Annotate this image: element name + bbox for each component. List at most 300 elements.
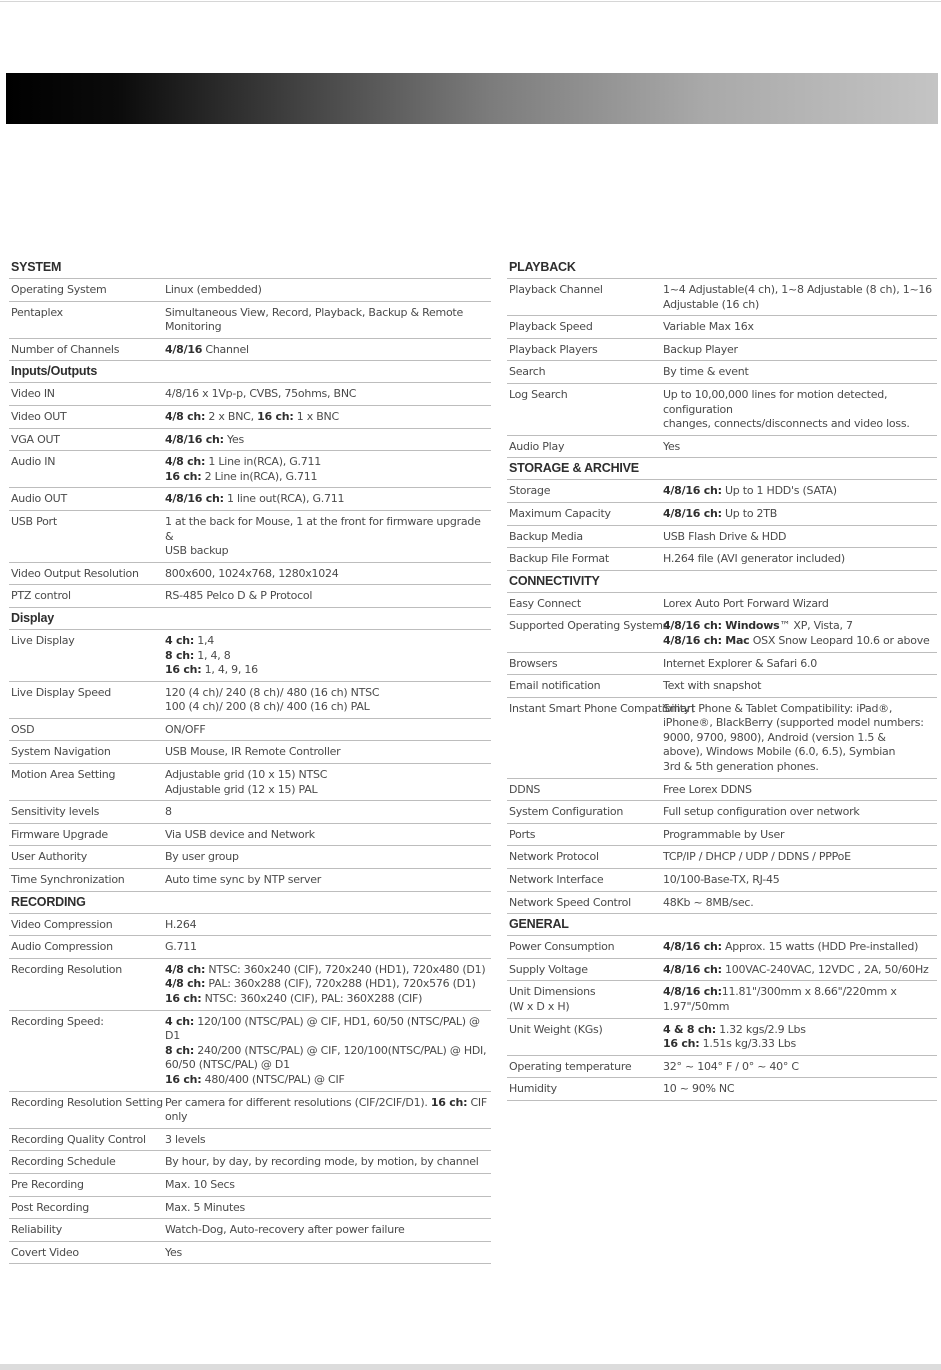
spec-label-text: Live Display xyxy=(11,633,75,647)
spec-row-email-notification xyxy=(507,675,937,698)
spec-label-text: Backup File Format xyxy=(509,552,609,566)
spec-label xyxy=(9,1223,165,1238)
spec-row-operating-temperature xyxy=(507,1056,937,1079)
spec-label xyxy=(9,1178,165,1193)
spec-value-line xyxy=(663,283,937,298)
spec-row-sensitivity-levels xyxy=(9,801,491,824)
spec-value-line xyxy=(663,507,937,522)
spec-value-text: 32° ~ 104° F / 0° ~ 40° C xyxy=(663,1059,799,1073)
spec-value xyxy=(663,343,937,358)
spec-value-text: 1~4 Adjustable(4 ch), 1~8 Adjustable (8 ch), 1~16 xyxy=(663,283,932,296)
spec-value-text: H.264 xyxy=(165,917,197,931)
spec-value-line xyxy=(663,828,937,843)
spec-value-text: By hour, by day, by recording mode, by motion, by channel xyxy=(165,1155,479,1169)
spec-row-playback-speed xyxy=(507,316,937,339)
spec-value xyxy=(165,940,491,955)
spec-value-line xyxy=(165,992,491,1007)
spec-value-emphasis: 4/8/16 ch: xyxy=(663,985,722,999)
spec-label-text: Recording Resolution xyxy=(11,962,122,976)
spec-value-line xyxy=(165,306,491,335)
spec-row-recording-quality-control xyxy=(9,1129,491,1152)
spec-value-text: 48Kb ~ 8MB/sec. xyxy=(663,895,754,909)
spec-value xyxy=(165,410,491,425)
spec-label-text: System Configuration xyxy=(509,805,624,819)
spec-value xyxy=(165,768,491,797)
spec-value-text: 1, 4, 8 xyxy=(193,648,231,662)
section-heading-recording: RECORDING xyxy=(9,892,491,914)
spec-value-emphasis: 8 ch: xyxy=(165,1043,194,1057)
spec-value-text: G.711 xyxy=(165,940,197,954)
spec-value-text: 1.51s kg/3.33 Lbs xyxy=(699,1037,796,1051)
spec-value-emphasis: 4/8/16 xyxy=(165,342,203,356)
spec-value-text: TCP/IP / DHCP / UDP / DDNS / PPPoE xyxy=(663,850,851,864)
spec-label-text: Video OUT xyxy=(11,409,67,423)
spec-value xyxy=(663,679,937,694)
spec-value-text: Channel xyxy=(202,342,249,356)
spec-label xyxy=(9,745,165,760)
header-banner xyxy=(6,73,938,124)
spec-label xyxy=(9,963,165,978)
spec-row-backup-file-format xyxy=(507,548,937,571)
spec-value-emphasis: 4/8/16 ch: Mac xyxy=(663,633,750,647)
spec-label xyxy=(9,1133,165,1148)
spec-row-playback-players xyxy=(507,339,937,362)
spec-value-text: Up to 10,00,000 lines for motion detected, configuration xyxy=(663,387,888,416)
spec-value-text: By time & event xyxy=(663,365,749,379)
spec-row-reliability xyxy=(9,1219,491,1242)
spec-value xyxy=(165,492,491,507)
spec-row-log-search xyxy=(507,384,937,436)
spec-row-user-authority xyxy=(9,846,491,869)
section-heading-connectivity: CONNECTIVITY xyxy=(507,571,937,593)
spec-value-line xyxy=(165,873,491,888)
spec-value-line xyxy=(165,433,491,448)
spec-value-text: 2 x BNC, xyxy=(205,409,258,423)
spec-value-text: above), Windows Mobile (6.0, 6.5), Symbian xyxy=(663,745,896,759)
spec-label xyxy=(507,283,663,298)
spec-label xyxy=(507,873,663,888)
spec-row-audio-out xyxy=(9,488,491,511)
spec-row-backup-media xyxy=(507,526,937,549)
spec-value-emphasis: 4/8 ch: xyxy=(165,962,206,976)
spec-value-line xyxy=(165,686,491,701)
spec-value-text: USB backup xyxy=(165,544,229,558)
spec-value xyxy=(663,985,937,1014)
spec-value-line xyxy=(165,828,491,843)
spec-value xyxy=(165,283,491,298)
spec-row-maximum-capacity xyxy=(507,503,937,526)
spec-value-line xyxy=(663,1023,937,1038)
spec-value-text: Per camera for different resolutions (CIF/2CIF/D1). xyxy=(165,1095,431,1109)
spec-value-line xyxy=(663,343,937,358)
spec-value-line xyxy=(165,634,491,649)
spec-label-text: Reliability xyxy=(11,1223,62,1237)
spec-label xyxy=(9,873,165,888)
spec-value-line xyxy=(165,515,491,544)
spec-value xyxy=(663,1060,937,1075)
spec-value xyxy=(663,388,937,432)
spec-value-line xyxy=(165,1058,491,1073)
spec-value-text: 120 (4 ch)/ 240 (8 ch)/ 480 (16 ch) NTSC xyxy=(165,685,380,699)
spec-value-text: Adjustable grid (12 x 15) PAL xyxy=(165,782,318,796)
spec-label xyxy=(507,657,663,672)
spec-row-audio-compression xyxy=(9,936,491,959)
spec-column-left xyxy=(9,257,491,1264)
spec-value xyxy=(165,828,491,843)
spec-label xyxy=(507,985,663,1014)
spec-value-emphasis: 16 ch: xyxy=(663,1037,700,1051)
spec-value-line xyxy=(663,850,937,865)
spec-value-emphasis: 8 ch: xyxy=(165,648,194,662)
spec-label xyxy=(507,440,663,455)
spec-value-text: 800x600, 1024x768, 1280x1024 xyxy=(165,566,339,580)
spec-value xyxy=(165,589,491,604)
spec-label xyxy=(9,850,165,865)
spec-label-text: OSD xyxy=(11,722,35,736)
spec-label-text: USB Port xyxy=(11,514,57,528)
spec-label xyxy=(9,805,165,820)
spec-value-emphasis: 4/8/16 ch: xyxy=(165,432,224,446)
spec-value-line xyxy=(165,977,491,992)
spec-row-recording-resolution-setting xyxy=(9,1092,491,1129)
spec-label-text: Pre Recording xyxy=(11,1177,84,1191)
spec-value xyxy=(663,365,937,380)
spec-value-text: 60/50 (NTSC/PAL) @ D1 xyxy=(165,1058,290,1072)
spec-label-text: Recording Resolution Setting xyxy=(11,1095,163,1109)
spec-label-text: Number of Channels xyxy=(11,342,120,356)
spec-value xyxy=(165,918,491,933)
spec-value-text: Text with snapshot xyxy=(663,679,762,693)
spec-label-text: Sensitivity levels xyxy=(11,805,100,819)
spec-value-line xyxy=(165,918,491,933)
spec-value-line xyxy=(165,745,491,760)
spec-value-text: Smart Phone & Tablet Compatibility: iPad®, xyxy=(663,701,893,715)
spec-row-time-synchronization xyxy=(9,869,491,892)
spec-row-power-consumption xyxy=(507,936,937,959)
spec-row-ptz-control xyxy=(9,585,491,608)
spec-value-line xyxy=(165,343,491,358)
spec-value xyxy=(663,507,937,522)
spec-value xyxy=(165,634,491,678)
top-rule xyxy=(0,1,941,2)
spec-label-text: Supply Voltage xyxy=(509,962,588,976)
spec-row-ddns xyxy=(507,779,937,802)
spec-value-line xyxy=(663,440,937,455)
spec-label xyxy=(9,433,165,448)
spec-value xyxy=(165,1246,491,1261)
spec-value-text: USB Flash Drive & HDD xyxy=(663,529,787,543)
spec-value-line xyxy=(165,963,491,978)
spec-label xyxy=(507,1082,663,1097)
spec-row-system-configuration xyxy=(507,801,937,824)
spec-value-text: Up to 1 HDD's (SATA) xyxy=(721,484,837,498)
spec-label xyxy=(9,567,165,582)
spec-row-recording-speed xyxy=(9,1011,491,1092)
spec-value xyxy=(663,484,937,499)
spec-column-right xyxy=(507,257,937,1101)
spec-value-text: PAL: 360x288 (CIF), 720x288 (HD1), 720x576 (D1) xyxy=(205,977,476,991)
spec-value-emphasis: 4 ch: xyxy=(165,1014,194,1028)
spec-value-text: 11.81"/300mm x 8.66"/220mm x xyxy=(721,985,897,999)
spec-label xyxy=(507,388,663,403)
spec-value xyxy=(165,745,491,760)
spec-label xyxy=(507,940,663,955)
section-heading-display: Display xyxy=(9,608,491,630)
spec-value-text: Approx. 15 watts (HDD Pre-installed) xyxy=(721,940,919,954)
spec-label xyxy=(507,552,663,567)
spec-value xyxy=(165,1178,491,1193)
spec-value-text: 4/8/16 x 1Vp-p, CVBS, 75ohms, BNC xyxy=(165,387,357,401)
spec-row-supported-operating-systems xyxy=(507,615,937,652)
spec-value-text: Yes xyxy=(223,432,244,446)
spec-value-emphasis: 4 & 8 ch: xyxy=(663,1022,716,1036)
spec-row-live-display-speed xyxy=(9,682,491,719)
spec-value-line xyxy=(663,985,937,1000)
spec-label-text: Video Output Resolution xyxy=(11,566,139,580)
spec-value xyxy=(165,686,491,715)
spec-label xyxy=(9,1096,165,1111)
spec-value-line xyxy=(165,1133,491,1148)
spec-label xyxy=(507,320,663,335)
spec-value xyxy=(165,805,491,820)
section-heading-system: SYSTEM xyxy=(9,257,491,279)
spec-value-text: Lorex Auto Port Forward Wizard xyxy=(663,596,829,610)
spec-value xyxy=(165,1096,491,1125)
spec-value-line xyxy=(165,1155,491,1170)
spec-value-text: 1 x BNC xyxy=(293,409,339,423)
spec-label-text: Firmware Upgrade xyxy=(11,827,108,841)
spec-label xyxy=(9,589,165,604)
spec-value xyxy=(663,597,937,612)
spec-value xyxy=(663,440,937,455)
spec-row-humidity xyxy=(507,1078,937,1101)
spec-value-line xyxy=(165,544,491,559)
spec-value-text: ON/OFF xyxy=(165,722,206,736)
spec-label-text: Instant Smart Phone Compatibility† xyxy=(509,701,696,715)
spec-label-text: Browsers xyxy=(509,656,558,670)
spec-row-network-protocol xyxy=(507,846,937,869)
spec-value xyxy=(165,1015,491,1088)
spec-row-usb-port xyxy=(9,511,491,563)
spec-label-text: Playback Channel xyxy=(509,283,603,296)
spec-value-line xyxy=(165,589,491,604)
spec-label-text: Playback Speed xyxy=(509,320,593,334)
spec-value-line xyxy=(165,1201,491,1216)
spec-value-line xyxy=(663,634,937,649)
spec-row-search xyxy=(507,361,937,384)
spec-value xyxy=(165,1201,491,1216)
spec-value-line xyxy=(663,619,937,634)
spec-value xyxy=(165,850,491,865)
spec-value-line xyxy=(165,940,491,955)
spec-value-text: 1,4 xyxy=(193,633,214,647)
spec-value-line xyxy=(165,567,491,582)
spec-row-number-of-channels xyxy=(9,339,491,362)
spec-label-text: Unit Weight (KGs) xyxy=(509,1022,603,1036)
spec-value xyxy=(663,702,937,775)
spec-value-text: Programmable by User xyxy=(663,827,785,841)
spec-value-text: Via USB device and Network xyxy=(165,827,315,841)
spec-label-text: PTZ control xyxy=(11,589,71,603)
spec-value-emphasis: 4 ch: xyxy=(165,633,194,647)
spec-row-post-recording xyxy=(9,1197,491,1220)
spec-label xyxy=(507,507,663,522)
spec-value-line xyxy=(165,470,491,485)
spec-value-line xyxy=(663,484,937,499)
spec-value xyxy=(165,455,491,484)
spec-label-text: Post Recording xyxy=(11,1200,90,1214)
section-heading-playback: PLAYBACK xyxy=(507,257,937,279)
spec-value xyxy=(663,896,937,911)
spec-value-line xyxy=(663,679,937,694)
spec-label xyxy=(9,306,165,321)
spec-value-text: 1.97"/50mm xyxy=(663,1000,730,1013)
spec-value-line xyxy=(165,783,491,798)
spec-value-text: Yes xyxy=(663,439,681,453)
spec-value-line xyxy=(663,298,937,313)
spec-value-text: 10 ~ 90% NC xyxy=(663,1082,735,1096)
spec-value-emphasis: 16 ch: xyxy=(165,469,202,483)
spec-label-text: Ports xyxy=(509,827,536,841)
spec-value-text: Full setup configuration over network xyxy=(663,805,860,819)
spec-value-line xyxy=(165,700,491,715)
spec-value-text: 8 xyxy=(165,805,172,819)
spec-label xyxy=(9,940,165,955)
spec-value-line xyxy=(165,455,491,470)
spec-value-line xyxy=(663,745,937,760)
spec-value-text: Auto time sync by NTP server xyxy=(165,873,322,887)
spec-value-line xyxy=(165,492,491,507)
spec-value xyxy=(165,515,491,559)
spec-value-line xyxy=(165,1223,491,1238)
spec-value-text: Adjustable grid (10 x 15) NTSC xyxy=(165,768,328,782)
spec-value-emphasis: 4/8 ch: xyxy=(165,455,206,469)
spec-label-text: Recording Speed: xyxy=(11,1014,104,1028)
spec-value-line xyxy=(663,963,937,978)
spec-value-line xyxy=(663,760,937,775)
spec-label-text: Humidity xyxy=(509,1082,557,1096)
spec-label xyxy=(507,828,663,843)
spec-value-line xyxy=(663,320,937,335)
spec-row-unit-dimensions xyxy=(507,981,937,1018)
spec-value xyxy=(165,963,491,1007)
spec-label-text: Log Search xyxy=(509,387,568,401)
spec-value-line xyxy=(165,1178,491,1193)
spec-label xyxy=(9,283,165,298)
spec-label-text: Covert Video xyxy=(11,1245,79,1259)
spec-row-network-interface xyxy=(507,869,937,892)
spec-label xyxy=(9,686,165,701)
spec-value-text: Simultaneous View, Record, Playback, Backup & Remote Monitoring xyxy=(165,305,464,334)
spec-value xyxy=(165,306,491,335)
spec-label-text: DDNS xyxy=(509,782,541,796)
spec-value-line xyxy=(165,768,491,783)
spec-row-browsers xyxy=(507,653,937,676)
spec-label xyxy=(9,1201,165,1216)
spec-value-line xyxy=(663,365,937,380)
spec-value-line xyxy=(165,1044,491,1059)
spec-value-line xyxy=(663,716,937,731)
section-heading-storage-archive: STORAGE & ARCHIVE xyxy=(507,458,937,480)
spec-value-line xyxy=(663,873,937,888)
spec-value-text: 240/200 (NTSC/PAL) @ CIF, 120/100(NTSC/PAL) @ HDI, xyxy=(193,1043,487,1057)
spec-value-line xyxy=(663,417,937,432)
spec-value-line xyxy=(165,1096,491,1125)
spec-value xyxy=(165,343,491,358)
spec-row-osd xyxy=(9,719,491,742)
spec-value-text: 10/100-Base-TX, RJ-45 xyxy=(663,873,780,887)
spec-value-text: Yes xyxy=(165,1245,183,1259)
spec-value-line xyxy=(165,1073,491,1088)
spec-row-instant-smart-phone-compatibility xyxy=(507,698,937,779)
spec-row-operating-system xyxy=(9,279,491,302)
spec-value-text: 3rd & 5th generation phones. xyxy=(663,760,819,774)
spec-label xyxy=(507,619,669,634)
spec-label-text: Easy Connect xyxy=(509,596,581,610)
spec-row-firmware-upgrade xyxy=(9,824,491,847)
spec-row-recording-resolution xyxy=(9,959,491,1011)
spec-value xyxy=(663,828,937,843)
spec-value-line xyxy=(165,663,491,678)
spec-label-text: Storage xyxy=(509,484,551,498)
spec-label-text: Video Compression xyxy=(11,917,113,931)
spec-value-text: Backup Player xyxy=(663,342,738,356)
spec-value-emphasis: 16 ch: xyxy=(257,409,294,423)
spec-value-text: 1 line out(RCA), G.711 xyxy=(223,492,345,506)
spec-row-network-speed-control xyxy=(507,892,937,915)
spec-value-text: Max. 5 Minutes xyxy=(165,1200,246,1214)
spec-label xyxy=(9,410,165,425)
spec-label xyxy=(9,1015,165,1030)
spec-value-line xyxy=(663,940,937,955)
spec-value xyxy=(165,567,491,582)
spec-value-line xyxy=(663,805,937,820)
spec-value xyxy=(663,963,937,978)
spec-row-live-display xyxy=(9,630,491,682)
spec-value-line xyxy=(663,530,937,545)
spec-value-text: 100 (4 ch)/ 200 (8 ch)/ 400 (16 ch) PAL xyxy=(165,700,370,714)
spec-row-audio-play xyxy=(507,436,937,459)
spec-value-line xyxy=(165,1246,491,1261)
spec-row-system-navigation xyxy=(9,741,491,764)
spec-label xyxy=(507,701,696,717)
spec-value-text: Up to 2TB xyxy=(721,506,778,520)
spec-label xyxy=(9,515,165,530)
spec-value-emphasis: 4/8/16 ch: xyxy=(663,506,722,520)
spec-label-text: Network Protocol xyxy=(509,850,599,864)
spec-value-line xyxy=(663,1000,937,1015)
spec-row-video-in xyxy=(9,383,491,406)
spec-label-text: Operating System xyxy=(11,283,107,296)
spec-value xyxy=(165,387,491,402)
spec-label xyxy=(9,768,165,783)
spec-label-text: VGA OUT xyxy=(11,432,60,446)
spec-value-text: 1.32 kgs/2.9 Lbs xyxy=(715,1022,806,1036)
spec-label xyxy=(507,805,663,820)
spec-label xyxy=(9,343,165,358)
spec-value-emphasis: 16 ch: xyxy=(165,663,202,677)
spec-row-video-output-resolution xyxy=(9,563,491,586)
spec-value xyxy=(165,723,491,738)
spec-value xyxy=(663,552,937,567)
spec-value-line xyxy=(663,1037,937,1052)
spec-value-text: NTSC: 360x240 (CIF), PAL: 360X288 (CIF) xyxy=(201,992,423,1005)
spec-label-text: User Authority xyxy=(11,850,87,864)
spec-value-line xyxy=(663,731,937,746)
spec-value-text: Variable Max 16x xyxy=(663,320,754,334)
spec-value-emphasis: 4/8/16 ch: Windows xyxy=(663,619,780,633)
spec-value-text: changes, connects/disconnects and video loss. xyxy=(663,417,910,431)
